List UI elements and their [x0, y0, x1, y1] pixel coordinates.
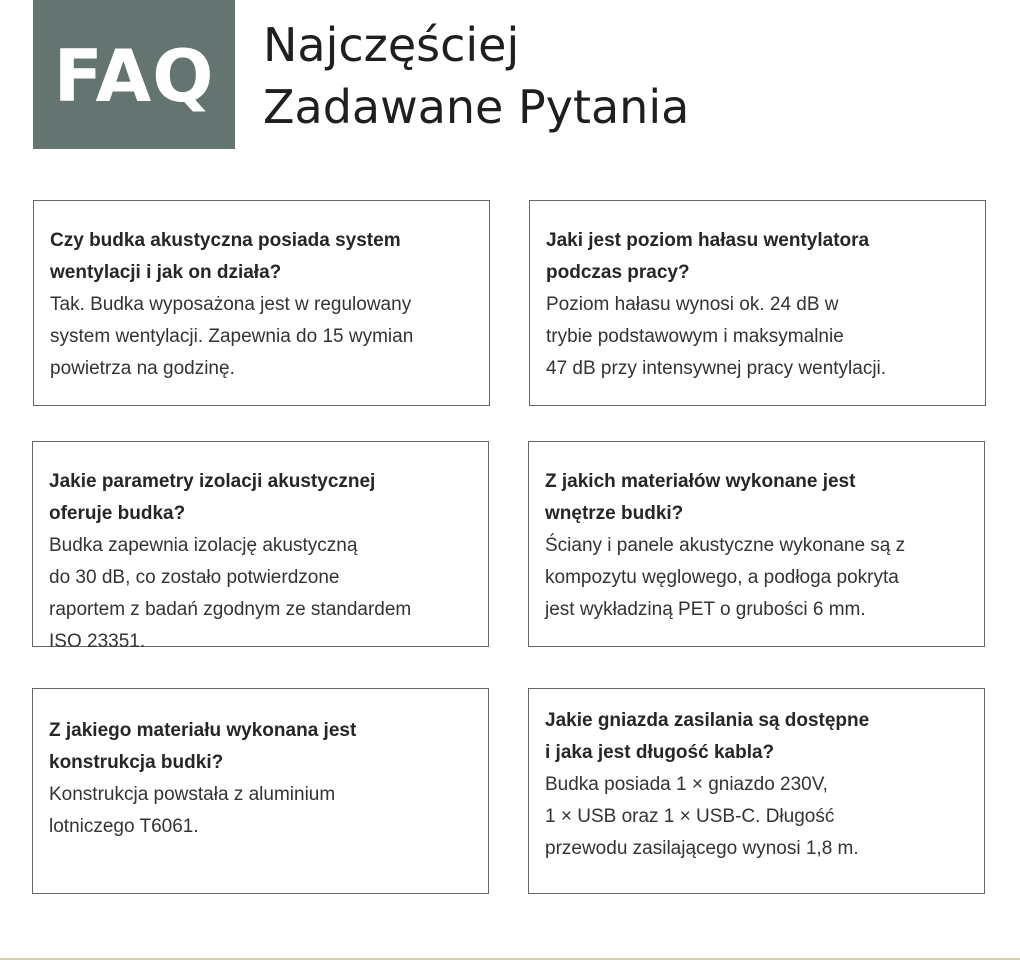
faq-card-construction-material: [32, 688, 489, 894]
faq-answer: Poziom hałasu wynosi ok. 24 dB w trybie podstawowym i maksymalnie 47 dB przy intensywnej pracy wentylacji.: [546, 294, 887, 379]
faq-answer: Konstrukcja powstała z aluminium lotniczego T6061.: [49, 784, 336, 837]
page-title-line-2: Zadawane Pytania: [263, 80, 690, 134]
faq-question: Z jakich materiałów wykonane jest wnętrze budki?: [545, 471, 856, 524]
faq-card-ventilation: [33, 200, 490, 406]
page-title-line-1: Najczęściej: [263, 18, 520, 72]
faq-answer: Budka posiada 1 × gniazdo 230V, 1 × USB oraz 1 × USB-C. Długość przewodu zasilającego wynosi 1,8 m.: [545, 774, 859, 859]
faq-card-fan-noise: [529, 200, 986, 406]
faq-question: Z jakiego materiału wykonana jest konstrukcja budki?: [49, 720, 357, 773]
faq-answer: Ściany i panele akustyczne wykonane są z kompozytu węglowego, a podłoga pokryta jest wykładziną PET o grubości 6 mm.: [545, 535, 906, 620]
faq-card-interior-materials: [528, 441, 985, 647]
faq-question: Jakie parametry izolacji akustycznej oferuje budka?: [49, 471, 376, 524]
faq-question: Jakie gniazda zasilania są dostępne i jaka jest długość kabla?: [545, 710, 870, 763]
page-title: [263, 14, 689, 138]
faq-badge-label: FAQ: [53, 33, 215, 118]
faq-answer: Tak. Budka wyposażona jest w regulowany system wentylacji. Zapewnia do 15 wymian powietrza na godzinę.: [50, 294, 414, 379]
faq-question: Czy budka akustyczna posiada system wentylacji i jak on działa?: [50, 230, 401, 283]
faq-badge: [33, 0, 235, 149]
faq-answer: Budka zapewnia izolację akustyczną do 30 dB, co zostało potwierdzone raportem z badań zgodnym ze standardem ISO 23351.: [49, 535, 412, 652]
faq-card-acoustic-insulation: [32, 441, 489, 652]
faq-card-power-sockets: [528, 688, 985, 894]
faq-question: Jaki jest poziom hałasu wentylatora podczas pracy?: [546, 230, 870, 283]
